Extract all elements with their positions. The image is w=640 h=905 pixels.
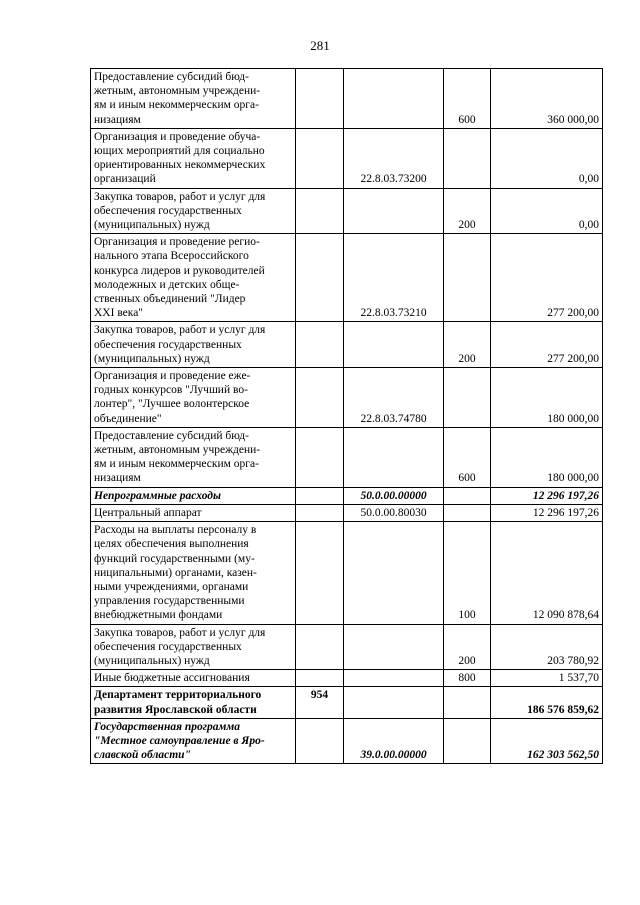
row-code-cell xyxy=(344,427,444,487)
table-row xyxy=(91,487,603,504)
row-amount-cell: 0,00 xyxy=(491,188,603,234)
row-name-cell: Департамент территориального развития Ярославской области xyxy=(91,687,296,718)
row-amount-cell: 277 200,00 xyxy=(491,234,603,322)
row-amount-cell: 203 780,92 xyxy=(491,624,603,670)
row-name-cell: Организация и проведение регио- нального этапа Всероссийского конкурса лидеров и руководителей молодежных и детских обще- ственных объединений "Лидер XXI века" xyxy=(91,234,296,322)
row-name-cell: Закупка товаров, работ и услуг для обеспечения государственных (муниципальных) нужд xyxy=(91,624,296,670)
row-dept-cell xyxy=(296,368,344,428)
row-type-cell xyxy=(444,487,491,504)
table-row xyxy=(91,522,603,624)
row-dept-cell xyxy=(296,322,344,368)
row-dept-cell xyxy=(296,522,344,624)
row-name-cell: Государственная программа "Местное самоуправление в Яро- славской области" xyxy=(91,718,296,764)
row-name-cell: Закупка товаров, работ и услуг для обеспечения государственных (муниципальных) нужд xyxy=(91,188,296,234)
row-dept-cell xyxy=(296,188,344,234)
row-amount-cell: 180 000,00 xyxy=(491,368,603,428)
row-type-cell: 800 xyxy=(444,670,491,687)
row-dept-cell: 954 xyxy=(296,687,344,718)
budget-table xyxy=(90,68,603,764)
row-code-cell xyxy=(344,69,444,129)
row-code-cell: 50.0.00.80030 xyxy=(344,504,444,521)
row-dept-cell xyxy=(296,624,344,670)
row-code-cell: 22.8.03.73200 xyxy=(344,128,444,188)
page-number: 281 xyxy=(310,38,330,53)
row-code-cell xyxy=(344,670,444,687)
row-name-cell: Предоставление субсидий бюд- жетным, автономным учреждени- ям и иным некоммерческим орга- низациям xyxy=(91,69,296,129)
row-type-cell xyxy=(444,504,491,521)
row-amount-cell: 186 576 859,62 xyxy=(491,687,603,718)
row-name-cell: Организация и проведение еже- годных конкурсов "Лучший во- лонтер", "Лучшее волонтерское объединение" xyxy=(91,368,296,428)
table-row xyxy=(91,128,603,188)
row-name-cell: Предоставление субсидий бюд- жетным, автономным учреждени- ям и иным некоммерческим орга- низациям xyxy=(91,427,296,487)
row-amount-cell: 180 000,00 xyxy=(491,427,603,487)
table-row xyxy=(91,188,603,234)
table-row xyxy=(91,504,603,521)
row-dept-cell xyxy=(296,69,344,129)
row-name-cell: Непрограммные расходы xyxy=(91,487,296,504)
budget-table-body xyxy=(91,69,603,764)
row-type-cell xyxy=(444,718,491,764)
row-dept-cell xyxy=(296,504,344,521)
row-code-cell: 39.0.00.00000 xyxy=(344,718,444,764)
row-type-cell xyxy=(444,234,491,322)
row-type-cell: 200 xyxy=(444,188,491,234)
row-dept-cell xyxy=(296,718,344,764)
row-code-cell: 22.8.03.74780 xyxy=(344,368,444,428)
table-row xyxy=(91,69,603,129)
row-type-cell xyxy=(444,687,491,718)
table-row xyxy=(91,687,603,718)
row-amount-cell: 1 537,70 xyxy=(491,670,603,687)
row-code-cell xyxy=(344,624,444,670)
row-code-cell: 22.8.03.73210 xyxy=(344,234,444,322)
row-code-cell xyxy=(344,322,444,368)
row-type-cell: 600 xyxy=(444,69,491,129)
row-name-cell: Центральный аппарат xyxy=(91,504,296,521)
row-amount-cell: 12 296 197,26 xyxy=(491,487,603,504)
row-type-cell: 200 xyxy=(444,624,491,670)
row-name-cell: Расходы на выплаты персоналу в целях обеспечения выполнения функций государственными (му- ниципальными) органами, казен- ными учреждениями, органами управления государственными внебюджетными фондами xyxy=(91,522,296,624)
row-type-cell xyxy=(444,368,491,428)
row-name-cell: Иные бюджетные ассигнования xyxy=(91,670,296,687)
table-row xyxy=(91,718,603,764)
row-dept-cell xyxy=(296,427,344,487)
table-row xyxy=(91,322,603,368)
table-row xyxy=(91,624,603,670)
table-row xyxy=(91,368,603,428)
row-type-cell: 100 xyxy=(444,522,491,624)
row-amount-cell: 12 296 197,26 xyxy=(491,504,603,521)
row-amount-cell: 0,00 xyxy=(491,128,603,188)
row-code-cell xyxy=(344,188,444,234)
row-dept-cell xyxy=(296,487,344,504)
row-type-cell: 200 xyxy=(444,322,491,368)
row-dept-cell xyxy=(296,128,344,188)
row-code-cell xyxy=(344,522,444,624)
table-row xyxy=(91,670,603,687)
row-dept-cell xyxy=(296,234,344,322)
row-name-cell: Организация и проведение обуча- ющих мероприятий для социально ориентированных некоммерческих организаций xyxy=(91,128,296,188)
row-amount-cell: 12 090 878,64 xyxy=(491,522,603,624)
row-amount-cell: 277 200,00 xyxy=(491,322,603,368)
table-row xyxy=(91,234,603,322)
row-type-cell xyxy=(444,128,491,188)
row-dept-cell xyxy=(296,670,344,687)
row-code-cell: 50.0.00.00000 xyxy=(344,487,444,504)
row-name-cell: Закупка товаров, работ и услуг для обеспечения государственных (муниципальных) нужд xyxy=(91,322,296,368)
row-type-cell: 600 xyxy=(444,427,491,487)
row-amount-cell: 162 303 562,50 xyxy=(491,718,603,764)
table-row xyxy=(91,427,603,487)
row-code-cell xyxy=(344,687,444,718)
row-amount-cell: 360 000,00 xyxy=(491,69,603,129)
